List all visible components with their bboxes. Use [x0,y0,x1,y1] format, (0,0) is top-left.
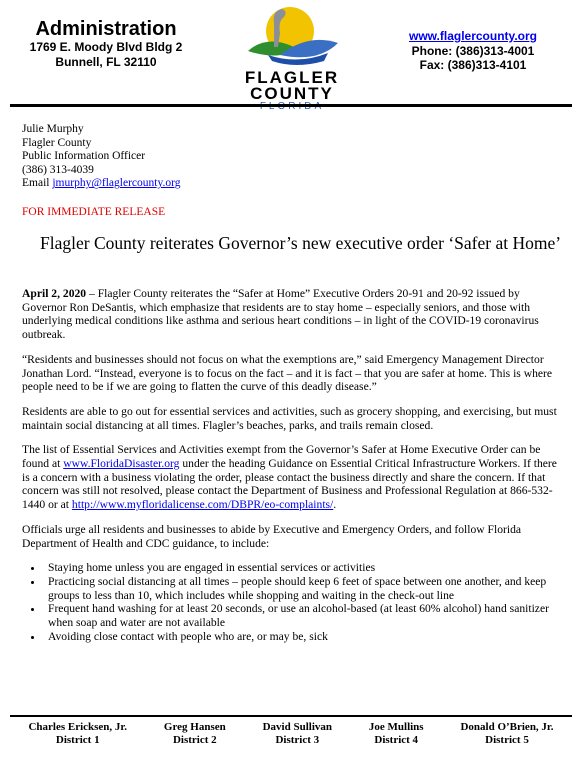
commissioner-name: David Sullivan [262,721,332,733]
list-item: • Staying home unless you are engaged in essential services or activities [44,561,564,575]
paragraph-1 [22,287,564,342]
press-release-body [22,287,564,643]
admin-address-line-2: Bunnell, FL 32110 [55,55,157,69]
release-date: April 2, 2020 [22,287,87,300]
paragraph-1-text: – Flagler County reiterates the “Safer at Home” Executive Orders 20-91 and 20-92 issued by Governor Ron DeSantis, which emphasize that residents are to stay home – especially seniors, and those with underlying medical conditions like asthma and serious heart conditions – in light of the COVID-19 coronavirus outbreak. [22,287,539,342]
commissioners-footer [10,715,572,747]
commissioner-name: Greg Hansen [163,721,226,733]
contact-phone: (386) 313-4039 [22,163,94,176]
email-label: Email [22,177,53,190]
guidance-list [22,561,564,643]
header-admin-block [6,18,206,70]
paragraph-4 [22,443,564,512]
release-label: FOR IMMEDIATE RELEASE [22,206,166,218]
contact-role: Public Information Officer [22,150,146,163]
logo-line-2: COUNTY [250,84,334,103]
commissioner-district-2 [164,721,226,747]
florida-disaster-link[interactable]: www.FloridaDisaster.org [63,457,180,471]
list-item: • Frequent hand washing for at least 20 seconds, or use an alcohol-based (at least 60% alcohol) hand sanitizer when soap and water are not available [44,602,564,629]
dbpr-complaints-link[interactable]: http://www.myfloridalicense.com/DBPR/eo-complaints/ [71,498,334,512]
website-link[interactable]: www.flaglercounty.org [408,29,537,43]
commissioner-name: Charles Ericksen, Jr. [28,721,128,733]
commissioner-district-1 [28,721,127,747]
contact-name: Julie Murphy [22,123,84,135]
list-item: • Avoiding close contact with people who are, or may be, sick [44,630,564,644]
admin-title: Administration [35,18,177,40]
paragraph-4-text-a: The list of Essential Services and Activities exempt from the Governor’s Safer at Home Executive Order can be found at [22,443,541,471]
header-contact-block [398,29,548,73]
header-divider [10,104,572,107]
list-item: • Practicing social distancing at all times – people should keep 6 feet of space between one another, and keep groups to less than 10, which includes while shopping and waiting in the check-out line [44,575,564,602]
commissioner-district-3 [263,721,332,747]
paragraph-4-text-c: . [333,498,337,512]
commissioner-district-4 [369,721,424,747]
header-phone: Phone: (386)313-4001 [411,43,535,58]
paragraph-2: “Residents and businesses should not focus on what the exemptions are,” said Emergency Management Director Jonathan Lord. “Instead, everyone is to focus on the fact – and it is fact – that you are safer at home. This is where people need to be if we are going to flatten the curve of this deadly disease.” [22,352,553,394]
header-fax: Fax: (386)313-4101 [419,58,527,72]
flagler-county-logo [228,3,356,111]
contact-email-line [22,177,180,191]
commissioner-district: District 5 [485,734,529,746]
paragraph-5: Officials urge all residents and businesses to abide by Executive and Emergency Orders, and follow Florida Department of Health and CDC guidance, to include: [22,522,522,550]
email-link[interactable]: jmurphy@flaglercounty.org [52,177,181,190]
logo-line-1: FLAGLER [244,68,340,87]
commissioner-name: Joe Mullins [368,721,424,733]
paragraph-3: Residents are able to go out for essential services and activities, such as grocery shopping, and exercising, but must maintain social distancing at all times. Flagler’s beaches, parks, and trails remain closed. [22,404,557,432]
commissioner-district: District 4 [374,734,419,746]
commissioner-district: District 1 [55,734,100,746]
press-contact [22,123,180,191]
commissioner-name: Donald O’Brien, Jr. [460,721,554,733]
contact-org: Flagler County [22,136,92,149]
admin-address-line-1: 1769 E. Moody Blvd Bldg 2 [29,40,183,54]
press-release-title: Flagler County reiterates Governor’s new executive order ‘Safer at Home’ [40,233,562,253]
paragraph-4-text-b: under the heading Guidance on Essential Critical Infrastructure Workers. If there is a concern with a business violating the order, please contact the business directly and share the concern. If that concern was still not resolved, please contact the Department of Business and Professional Regulation at 866-532-1440 or at [22,457,557,512]
commissioner-district: District 3 [275,734,320,746]
logo-line-3: FLORIDA [259,101,325,111]
commissioner-district-5 [460,721,553,747]
commissioner-district: District 2 [172,734,217,746]
